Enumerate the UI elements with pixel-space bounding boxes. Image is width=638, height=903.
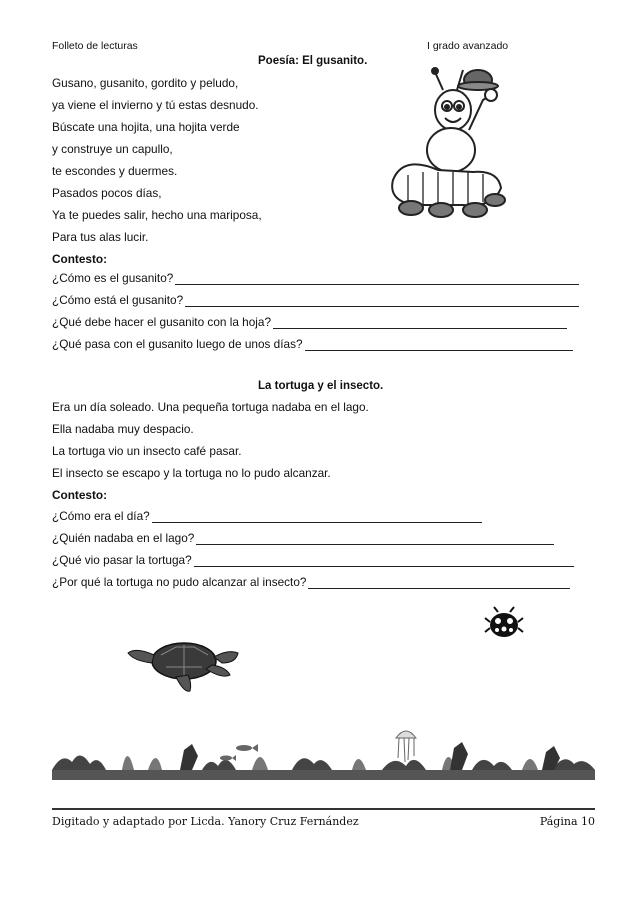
story-answer-label: Contesto: [52, 488, 108, 502]
footer-divider [52, 808, 595, 810]
poem-line: Búscate una hojita, una hojita verde [52, 120, 240, 134]
story-title: La tortuga y el insecto. [258, 380, 384, 392]
question-text: ¿Cómo es el gusanito? [52, 271, 174, 285]
page-number: Página 10 [539, 815, 595, 828]
question-text: ¿Qué debe hacer el gusanito con la hoja? [52, 315, 272, 329]
poem-line: Para tus alas lucir. [52, 230, 149, 244]
poem-line: y construye un capullo, [52, 142, 173, 156]
question-text: ¿Cómo era el día? [52, 509, 150, 523]
story-question-2 [52, 531, 554, 545]
question-text: ¿Qué pasa con el gusanito luego de unos días? [52, 337, 303, 351]
poem-question-1 [52, 271, 579, 285]
story-line: La tortuga vio un insecto café pasar. [52, 444, 242, 458]
seabed-border-illustration [52, 722, 595, 780]
footer-left-text: Digitado y adaptado por Licda. Yanory Cruz Fernández [52, 815, 359, 828]
story-line: Ella nadaba muy despacio. [52, 422, 194, 436]
poem-line: te escondes y duermes. [52, 164, 178, 178]
header-right-text: I grado avanzado [427, 40, 509, 52]
story-line: Era un día soleado. Una pequeña tortuga nadaba en el lago. [52, 400, 369, 414]
answer-line[interactable] [194, 556, 574, 567]
answer-line[interactable] [196, 534, 554, 545]
story-line: El insecto se escapo y la tortuga no lo pudo alcanzar. [52, 466, 331, 480]
turtle-illustration [126, 633, 244, 695]
poem-question-3 [52, 315, 567, 329]
bug-illustration [484, 606, 524, 640]
answer-line[interactable] [152, 512, 482, 523]
story-question-1 [52, 509, 482, 523]
answer-line[interactable] [308, 578, 570, 589]
caterpillar-illustration [383, 60, 513, 220]
poem-title: Poesía: El gusanito. [258, 55, 368, 67]
answer-line[interactable] [185, 296, 579, 307]
question-text: ¿Quién nadaba en el lago? [52, 531, 195, 545]
answer-line[interactable] [175, 274, 579, 285]
poem-line: Pasados pocos días, [52, 186, 162, 200]
poem-line: ya viene el invierno y tú estas desnudo. [52, 98, 259, 112]
poem-line: Gusano, gusanito, gordito y peludo, [52, 76, 239, 90]
question-text: ¿Qué vio pasar la tortuga? [52, 553, 192, 567]
story-question-3 [52, 553, 574, 567]
answer-line[interactable] [305, 340, 573, 351]
poem-question-4 [52, 337, 573, 351]
story-question-4 [52, 575, 570, 589]
header-left-text: Folleto de lecturas [52, 40, 138, 52]
poem-answer-label: Contesto: [52, 252, 108, 266]
question-text: ¿Por qué la tortuga no pudo alcanzar al insecto? [52, 575, 307, 589]
poem-question-2 [52, 293, 579, 307]
poem-line: Ya te puedes salir, hecho una mariposa, [52, 208, 262, 222]
answer-line[interactable] [273, 318, 567, 329]
question-text: ¿Cómo está el gusanito? [52, 293, 184, 307]
